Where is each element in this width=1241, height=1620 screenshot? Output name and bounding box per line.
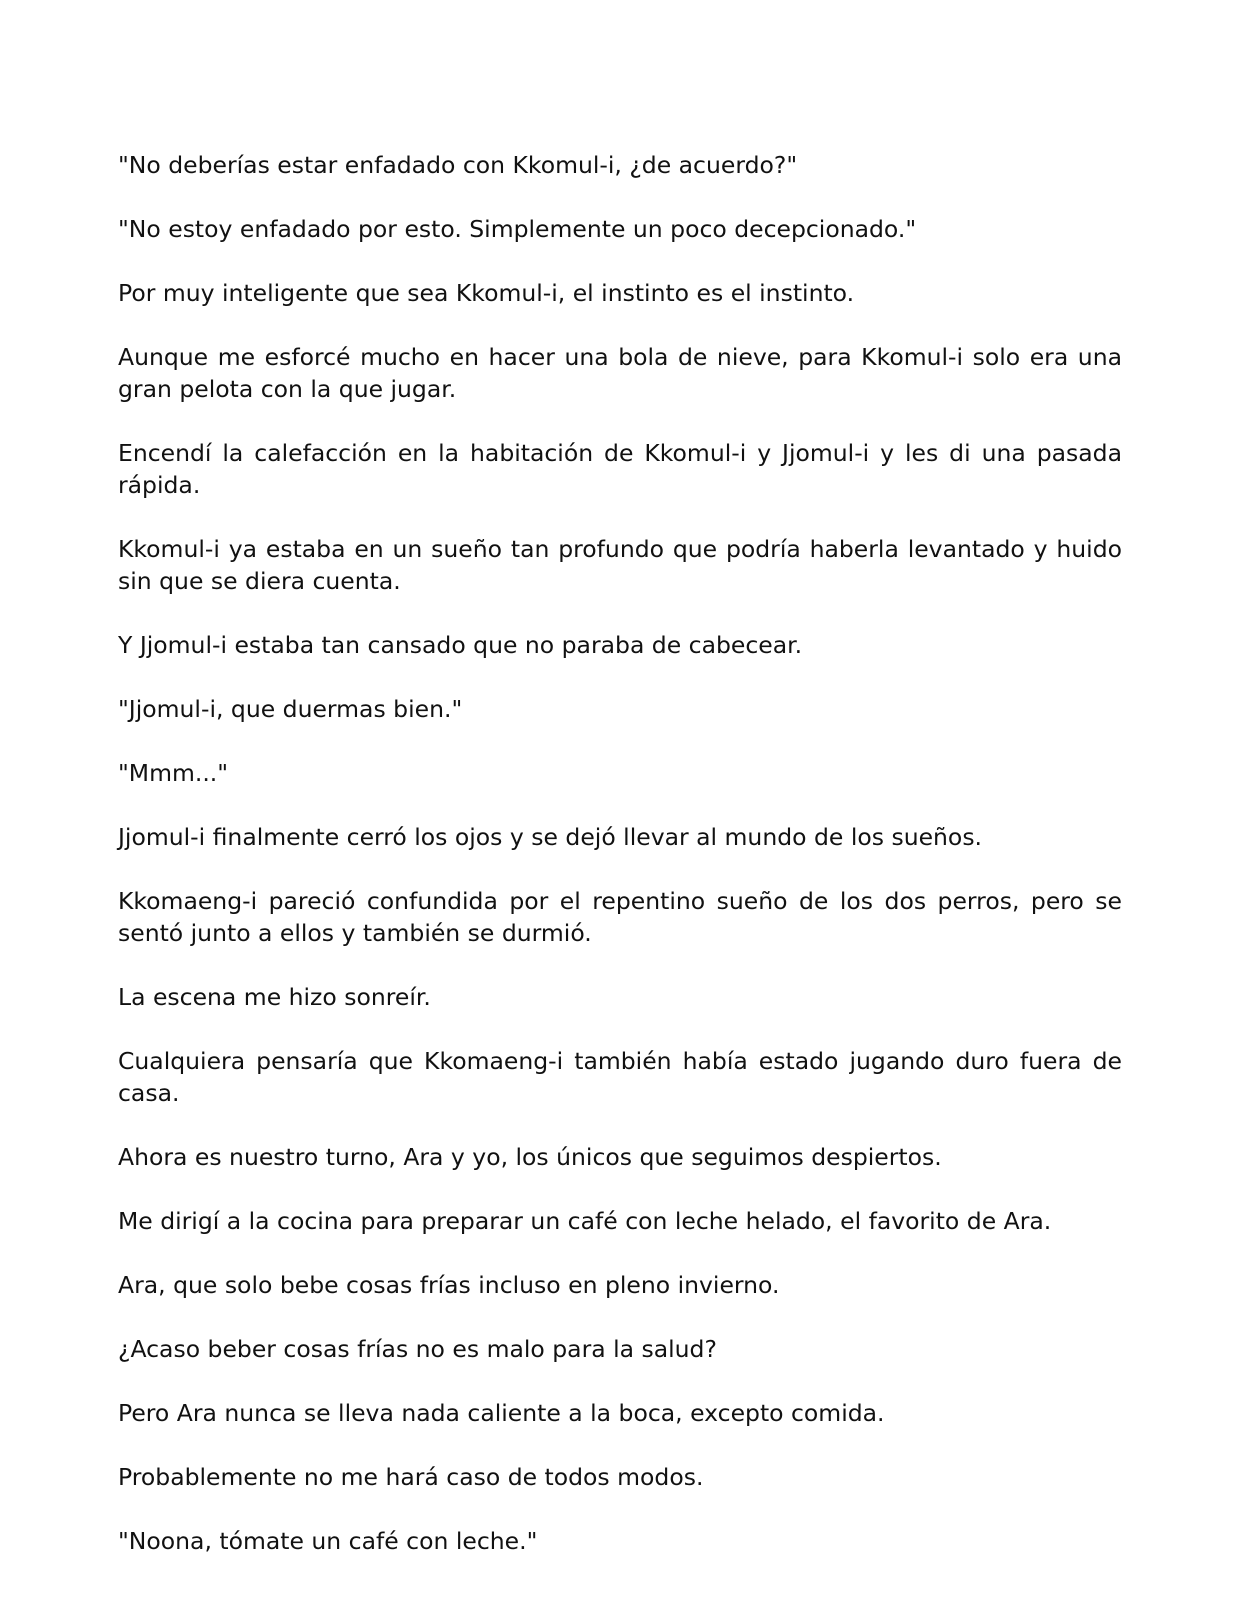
paragraph: Y Jjomul-i estaba tan cansado que no paraba de cabecear.: [118, 631, 803, 659]
paragraph: "Mmm...": [118, 759, 229, 787]
paragraph: Encendí la calefacción en la habitación de Kkomul-i y Jjomul-i y les di una pasada rápida.: [118, 439, 1122, 499]
paragraph: Pero Ara nunca se lleva nada caliente a la boca, excepto comida.: [118, 1399, 885, 1427]
paragraph: Aunque me esforcé mucho en hacer una bola de nieve, para Kkomul-i solo era una gran pelota con la que jugar.: [118, 343, 1122, 403]
paragraph: "Noona, tómate un café con leche.": [118, 1527, 538, 1555]
paragraph: Me dirigí a la cocina para preparar un café con leche helado, el favorito de Ara.: [118, 1207, 1052, 1235]
paragraph: "No deberías estar enfadado con Kkomul-i, ¿de acuerdo?": [118, 151, 798, 179]
paragraph: Kkomaeng-i pareció confundida por el repentino sueño de los dos perros, pero se sentó junto a ellos y también se durmió.: [118, 887, 1122, 947]
paragraph: Kkomul-i ya estaba en un sueño tan profundo que podría haberla levantado y huido sin que se diera cuenta.: [118, 535, 1122, 595]
paragraph: ¿Acaso beber cosas frías no es malo para la salud?: [118, 1335, 717, 1363]
paragraph: La escena me hizo sonreír.: [118, 983, 431, 1011]
paragraph: Probablemente no me hará caso de todos modos.: [118, 1463, 704, 1491]
paragraph: Por muy inteligente que sea Kkomul-i, el instinto es el instinto.: [118, 279, 855, 307]
document-page: [118, 149, 1122, 1589]
paragraph: "Jjomul-i, que duermas bien.": [118, 695, 463, 723]
paragraph: Ahora es nuestro turno, Ara y yo, los únicos que seguimos despiertos.: [118, 1143, 942, 1171]
paragraph: Jjomul-i finalmente cerró los ojos y se dejó llevar al mundo de los sueños.: [118, 823, 983, 851]
paragraph: "No estoy enfadado por esto. Simplemente un poco decepcionado.": [118, 215, 917, 243]
paragraph: Ara, que solo bebe cosas frías incluso en pleno invierno.: [118, 1271, 780, 1299]
paragraph: Cualquiera pensaría que Kkomaeng-i también había estado jugando duro fuera de casa.: [118, 1047, 1122, 1107]
